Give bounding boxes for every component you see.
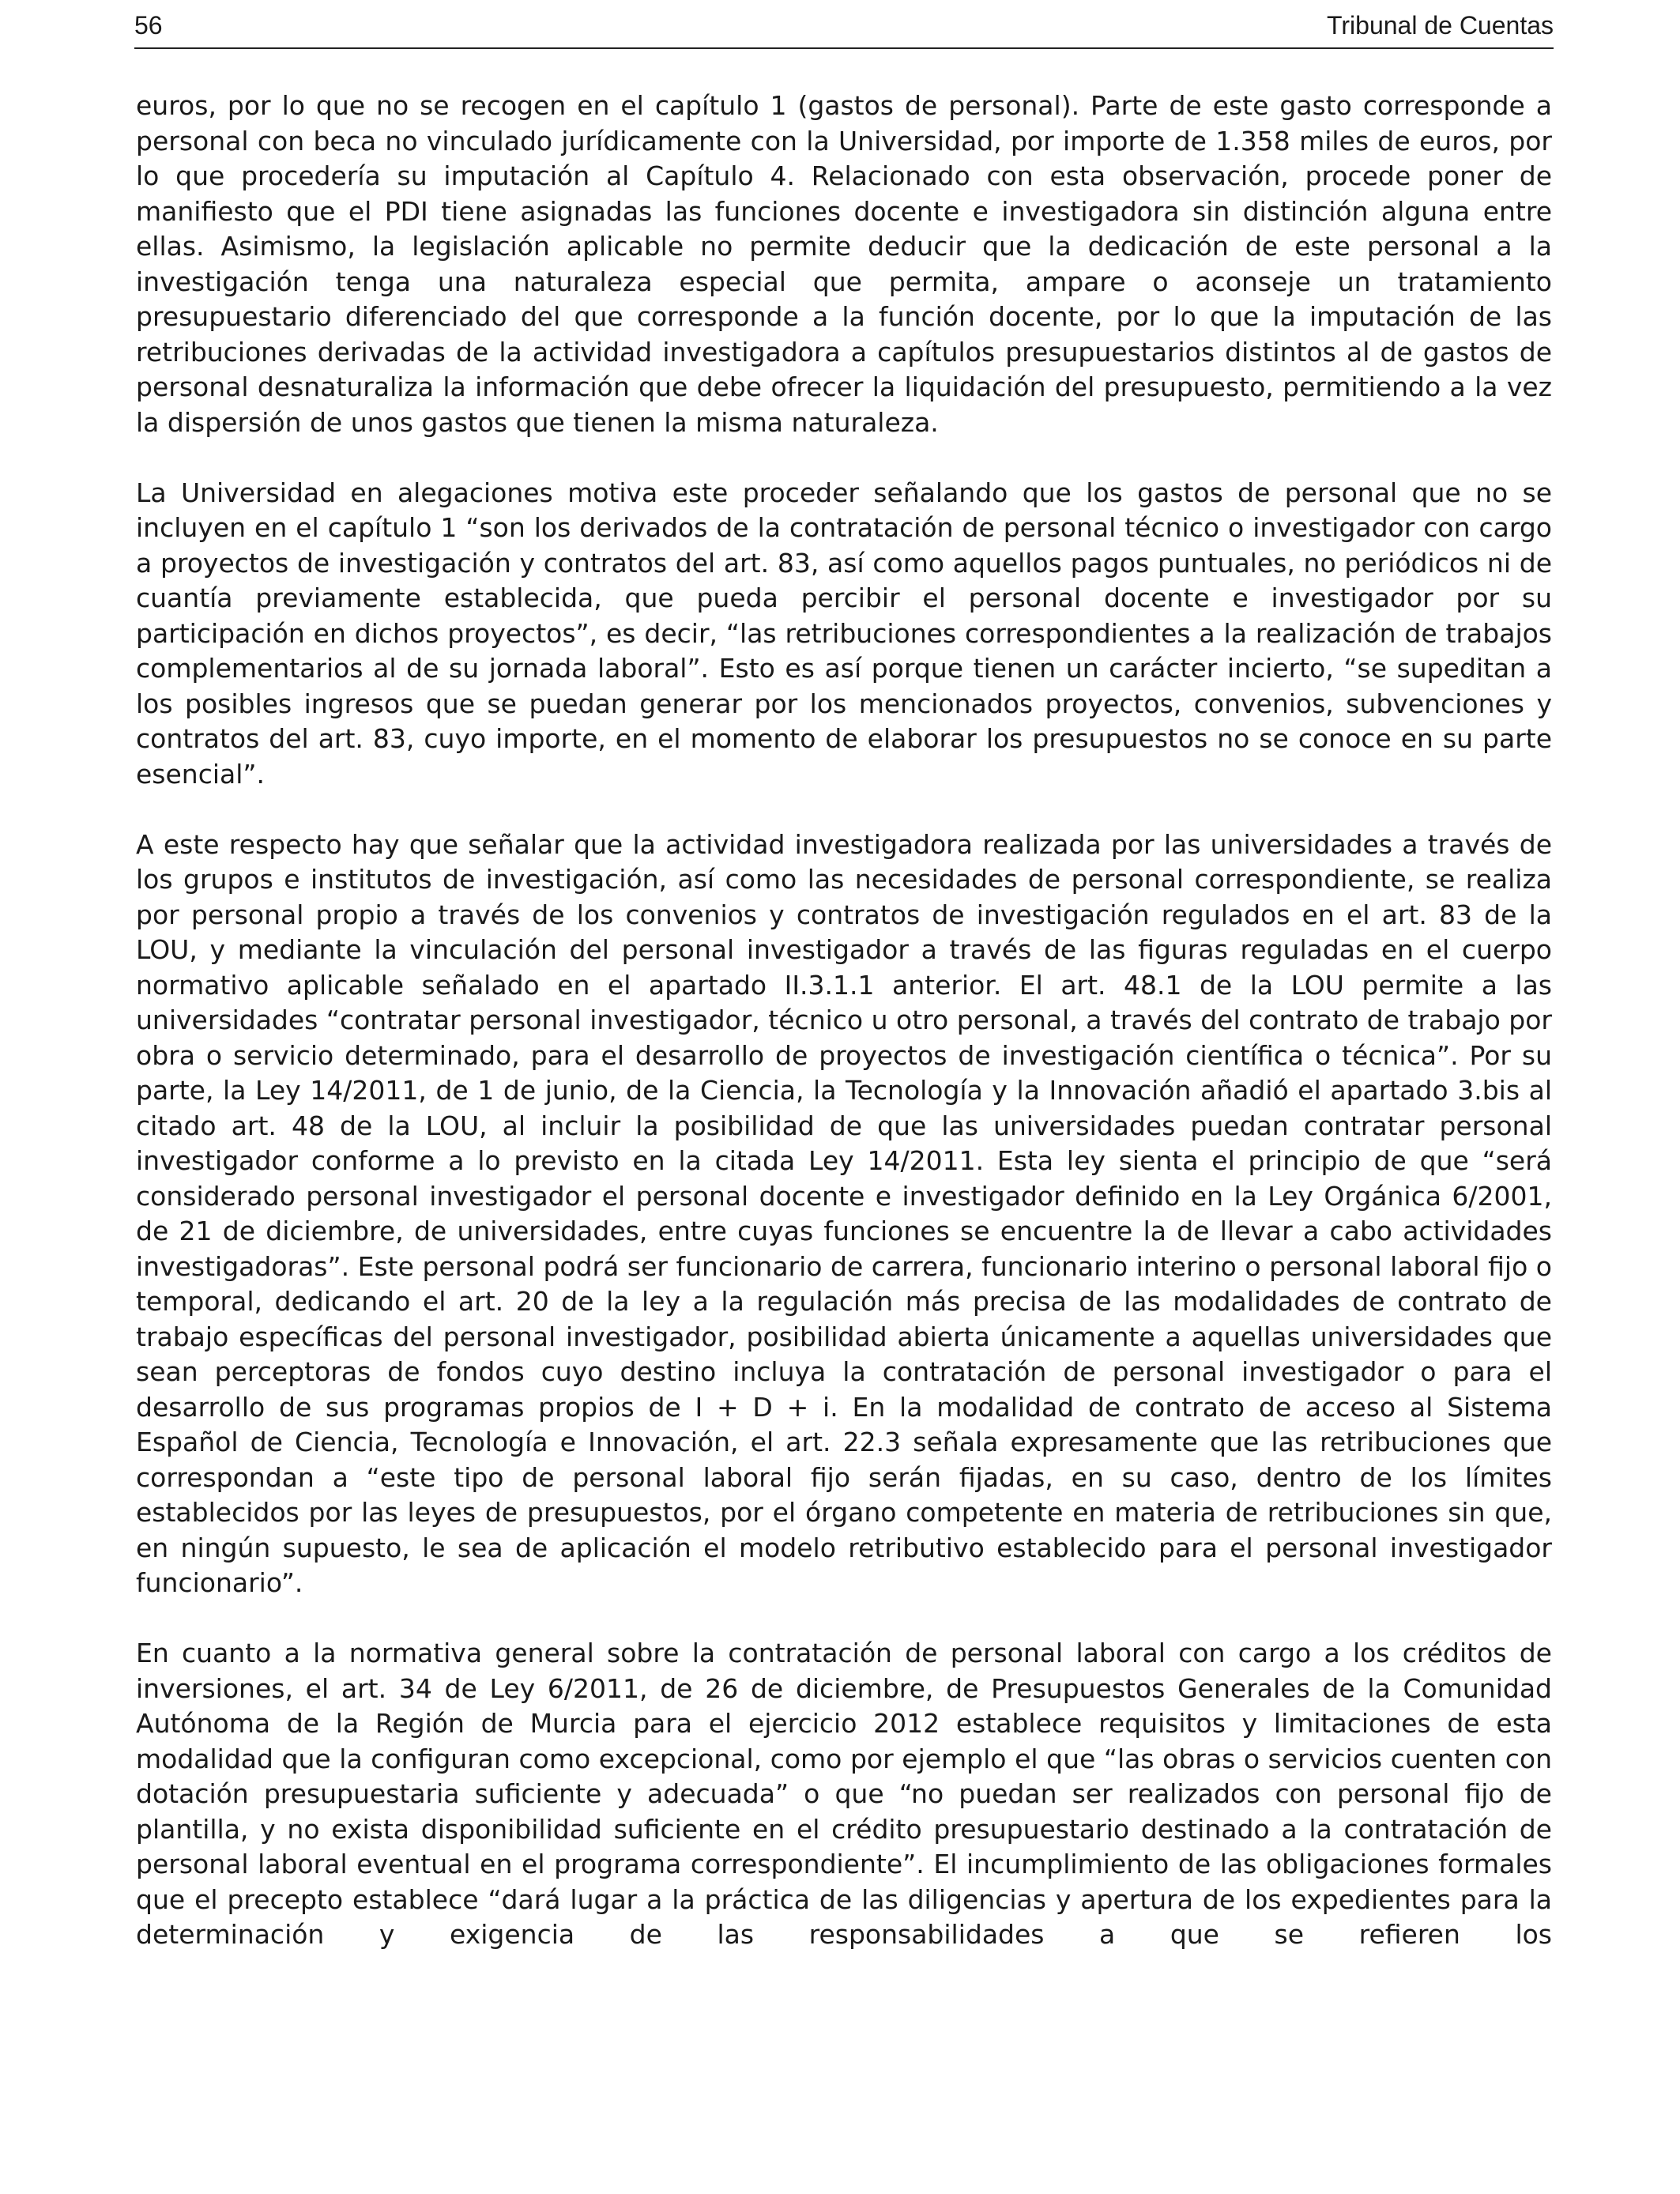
page-body: [136, 89, 1552, 1953]
paragraph: euros, por lo que no se recogen en el capítulo 1 (gastos de personal). Parte de este gasto corresponde a personal con beca no vinculado jurídicamente con la Universidad, por importe de 1.358 miles de euros, por lo que procedería su imputación al Capítulo 4. Relacionado con esta observación, procede poner de manifiesto que el PDI tiene asignadas las funciones docente e investigadora sin distinción alguna entre ellas. Asimismo, la legislación aplicable no permite deducir que la dedicación de este personal a la investigación tenga una naturaleza especial que permita, ampare o aconseje un tratamiento presupuestario diferenciado del que corresponde a la función docente, por lo que la imputación de las retribuciones derivadas de la actividad investigadora a capítulos presupuestarios distintos al de gastos de personal desnaturaliza la información que debe ofrecer la liquidación del presupuesto, permitiendo a la vez la dispersión de unos gastos que tienen la misma naturaleza.: [136, 90, 1552, 438]
paragraph: En cuanto a la normativa general sobre la contratación de personal laboral con cargo a los créditos de inversiones, el art. 34 de Ley 6/2011, de 26 de diciembre, de Presupuestos Generales de la Comunidad Autónoma de la Región de Murcia para el ejercicio 2012 establece requisitos y limitaciones de esta modalidad que la configuran como excepcional, como por ejemplo el que “las obras o servicios cuenten con dotación presupuestaria suficiente y adecuada” o que “no puedan ser realizados con personal fijo de plantilla, y no exista disponibilidad suficiente en el crédito presupuestario destinado a la contratación de personal laboral eventual en el programa correspondiente”. El incumplimiento de las obligaciones formales que el precepto establece “dará lugar a la práctica de las diligencias y apertura de los expedientes para la determinación y exigencia de las responsabilidades a que se refieren los: [136, 1638, 1552, 1950]
page-number: 56: [134, 11, 163, 40]
running-title: Tribunal de Cuentas: [1327, 11, 1554, 40]
paragraph: La Universidad en alegaciones motiva este proceder señalando que los gastos de personal que no se incluyen en el capítulo 1 “son los derivados de la contratación de personal técnico o investigador con cargo a proyectos de investigación y contratos del art. 83, así como aquellos pagos puntuales, no periódicos ni de cuantía previamente establecida, que pueda percibir el personal docente e investigador por su participación en dichos proyectos”, es decir, “las retribuciones correspondientes a la realización de trabajos complementarios al de su jornada laboral”. Esto es así porque tienen un carácter incierto, “se supeditan a los posibles ingresos que se puedan generar por los mencionados proyectos, convenios, subvenciones y contratos del art. 83, cuyo importe, en el momento de elaborar los presupuestos no se conoce en su parte esencial”.: [136, 477, 1552, 790]
paragraph: A este respecto hay que señalar que la actividad investigadora realizada por las universidades a través de los grupos e institutos de investigación, así como las necesidades de personal correspondiente, se realiza por personal propio a través de los convenios y contratos de investigación regulados en el art. 83 de la LOU, y mediante la vinculación del personal investigador a través de las figuras reguladas en el cuerpo normativo aplicable señalado en el apartado II.3.1.1 anterior. El art. 48.1 de la LOU permite a las universidades “contratar personal investigador, técnico u otro personal, a través del contrato de trabajo por obra o servicio determinado, para el desarrollo de proyectos de investigación científica o técnica”. Por su parte, la Ley 14/2011, de 1 de junio, de la Ciencia, la Tecnología y la Innovación añadió el apartado 3.bis al citado art. 48 de la LOU, al incluir la posibilidad de que las universidades puedan contratar personal investigador conforme a lo previsto en la citada Ley 14/2011. Esta ley sienta el principio de que “será considerado personal investigador el personal docente e investigador definido en la Ley Orgánica 6/2001, de 21 de diciembre, de universidades, entre cuyas funciones se encuentre la de llevar a cabo actividades investigadoras”. Este personal podrá ser funcionario de carrera, funcionario interino o personal laboral fijo o temporal, dedicando el art. 20 de la ley a la regulación más precisa de las modalidades de contrato de trabajo específicas del personal investigador, posibilidad abierta únicamente a aquellas universidades que sean perceptoras de fondos cuyo destino incluya la contratación de personal investigador o para el desarrollo de sus programas propios de I + D + i. En la modalidad de contrato de acceso al Sistema Español de Ciencia, Tecnología e Innovación, el art. 22.3 señala expresamente que las retribuciones que correspondan a “este tipo de personal laboral fijo serán fijadas, en su caso, dentro de los límites establecidos por las leyes de presupuestos, por el órgano competente en materia de retribuciones sin que, en ningún supuesto, le sea de aplicación el modelo retributivo establecido para el personal investigador funcionario”.: [136, 828, 1552, 1598]
page-header: [134, 8, 1554, 49]
